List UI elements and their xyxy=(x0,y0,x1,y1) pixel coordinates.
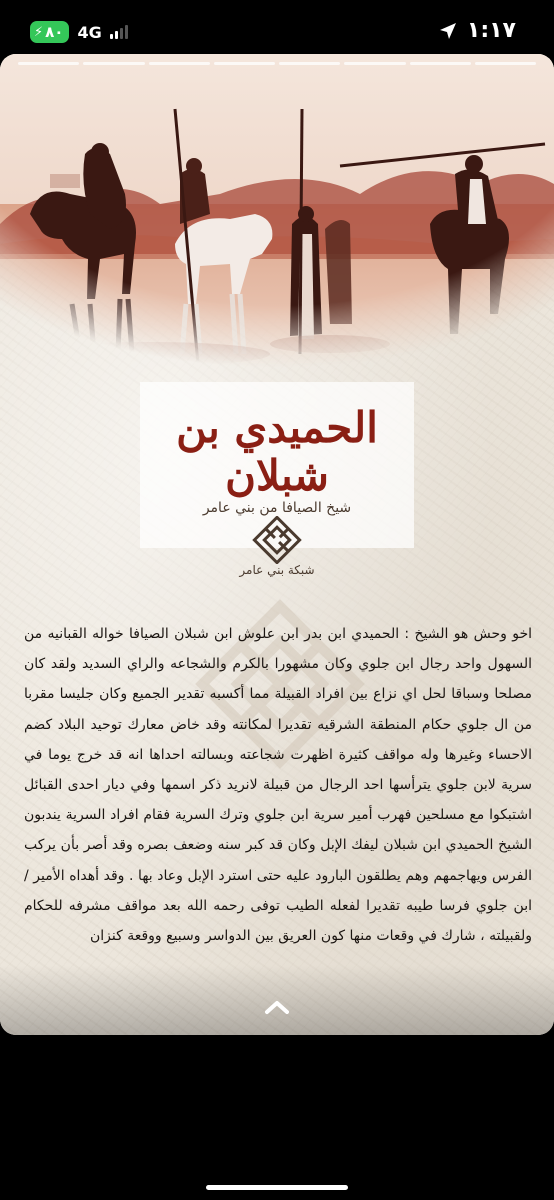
story-title: الحميدي بن شبلان xyxy=(176,403,378,500)
status-left xyxy=(30,20,128,44)
cellular-signal-icon xyxy=(110,25,128,39)
network-type: 4G xyxy=(77,22,102,42)
story-subtitle: شيخ الصيافا من بني عامر xyxy=(202,500,352,516)
home-indicator[interactable] xyxy=(206,1185,348,1190)
battery-indicator xyxy=(30,21,69,43)
status-bar xyxy=(0,0,554,56)
logo-caption: شبكة بني عامر xyxy=(239,563,315,577)
horsemen-photo xyxy=(0,54,554,384)
kufic-logo-icon xyxy=(250,516,304,568)
story-card[interactable] xyxy=(0,54,554,1035)
location-arrow-icon xyxy=(439,22,457,40)
clock: ١:١٧ xyxy=(466,18,516,43)
charging-bolt-icon: ⚡ xyxy=(34,24,44,40)
status-right xyxy=(439,18,516,43)
swipe-up-chevron-icon[interactable] xyxy=(262,997,292,1017)
story-progress-bar xyxy=(18,62,536,65)
battery-level: ٨٠ xyxy=(45,23,64,41)
story-paragraph: اخو وحش هو الشيخ : الحميدي ابن بدر ابن علوش ابن شبلان الصيافا خواله القبانيه من السهول واحد رجال ابن جلوي وكان مشهورا بالكرم والشجاعه والراي السديد ولقد كان مصلحا وسباقا لحل اي نزاع بين افراد القبيلة مما أكسبه تقدير الجميع وكان جليسا مقربا من ال جلوي حكام المنطقة الشرقيه تقديرا لمكانته وقد خاض معارك توحيد البلاد كضم الاحساء وغيرها وله مواقف كثيرة اظهرت شجاعته وبسالته احداها انه قد خرج يوما في سرية لابن جلوي يترأسها احد الرجال من قبيلة لانريد ذكر اسمها وفي ديار احدى القبائل اشتبكوا مع مسلحين فهرب أمير سرية ابن جلوي وترك السرية فقام افراد السرية يندبون الشيخ الحميدي ابن شبلان ليفك الإبل وكان قد كبر سنه وضعف بصره وقد أصر بأن يركب الفرس ويهاجمهم وهم يطلقون البارود عليه حتى استرد الإبل وعاد بها . وقد أهداه الأمير / ابن جلوي فرسا طيبه تقديرا لفعله الطيب توفى رحمه الله بعد مواقف مشرفه للحكام ولقبيلته ، شارك في وقعات منها كون العريق بين الدواسر وسبيع ووقعة كنزان xyxy=(24,626,532,945)
